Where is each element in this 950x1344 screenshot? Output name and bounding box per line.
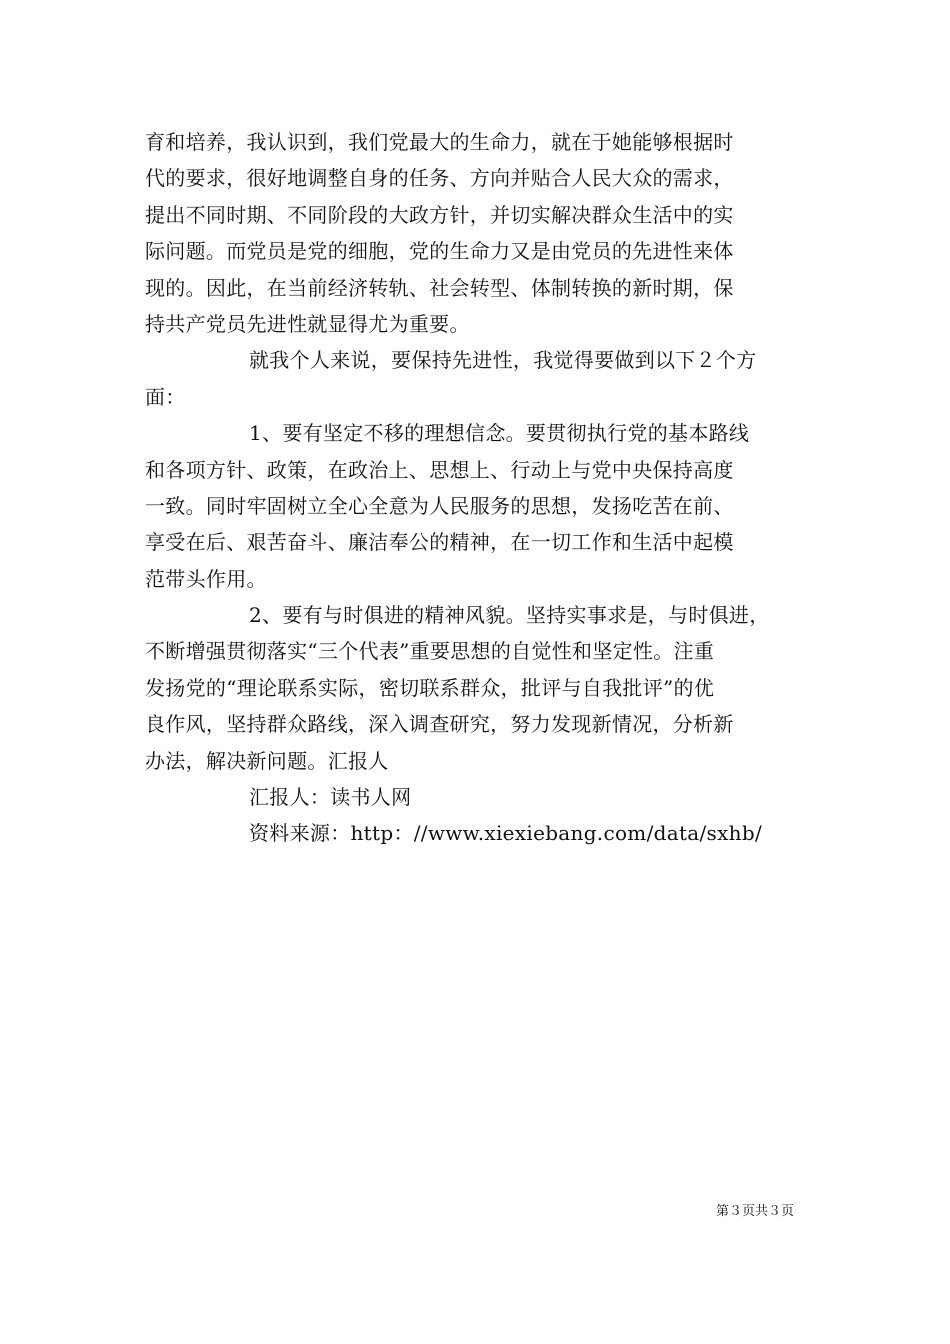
text-line: 就我个人来说，要保持先进性，我觉得要做到以下２个方	[249, 348, 757, 373]
text-line: 一致。同时牢固树立全心全意为人民服务的思想，发扬吃苦在前、	[145, 493, 734, 518]
source-line: 资料来源：http：//www.xiexiebang.com/data/sxhb/	[249, 821, 763, 846]
document-body	[145, 124, 835, 852]
reporter-line: 汇报人：读书人网	[249, 785, 412, 810]
text-line: 1、要有坚定不移的理想信念。要贯彻执行党的基本路线	[249, 421, 750, 446]
text-line: 际问题。而党员是党的细胞，党的生命力又是由党员的先进性来体	[145, 239, 734, 264]
text-line: 发扬党的“理论联系实际，密切联系群众，批评与自我批评”的优	[145, 675, 715, 700]
text-line: 2、要有与时俱进的精神风貌。坚持实事求是，与时俱进，	[249, 603, 770, 628]
text-line: 现的。因此，在当前经济转轨、社会转型、体制转换的新时期，保	[145, 275, 734, 300]
text-line: 和各项方针、政策，在政治上、思想上、行动上与党中央保持高度	[145, 457, 734, 482]
text-line: 面：	[145, 384, 186, 409]
text-line: 不断增强贯彻落实“三个代表”重要思想的自觉性和坚定性。注重	[145, 639, 715, 664]
text-line: 提出不同时期、不同阶段的大政方针，并切实解决群众生活中的实	[145, 202, 734, 227]
text-line: 范带头作用。	[145, 566, 267, 591]
text-line: 享受在后、艰苦奋斗、廉洁奉公的精神，在一切工作和生活中起模	[145, 530, 734, 555]
page-number-footer: 第３页共３页	[716, 1204, 795, 1219]
text-line: 良作风，坚持群众路线，深入调查研究，努力发现新情况，分析新	[145, 712, 734, 737]
text-line: 代的要求，很好地调整自身的任务、方向并贴合人民大众的需求，	[145, 166, 734, 191]
text-line: 育和培养，我认识到，我们党最大的生命力，就在于她能够根据时	[145, 130, 734, 154]
text-line: 持共产党员先进性就显得尤为重要。	[145, 311, 470, 336]
text-line: 办法，解决新问题。汇报人	[145, 748, 389, 773]
